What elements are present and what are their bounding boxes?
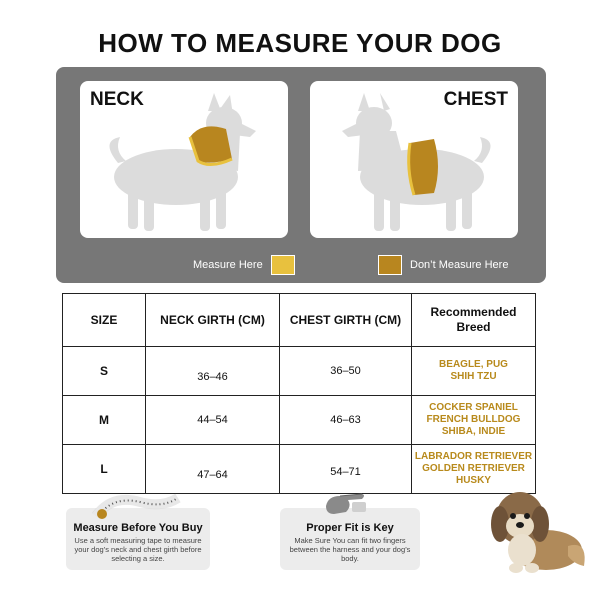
neck-cell: 47–64 [146, 445, 280, 494]
size-chart-table [62, 293, 536, 494]
hand-icon [322, 484, 368, 518]
page-title: HOW TO MEASURE YOUR DOG [98, 28, 502, 58]
measure-here-swatch [271, 255, 295, 275]
breed-name: GOLDEN RETRIEVER [422, 463, 525, 474]
measure-panel [56, 67, 546, 283]
dog-photo [488, 484, 592, 574]
chest-card [310, 81, 518, 238]
measure-tip-desc: Use a soft measuring tape to measure your dog’s neck and chest girth before selecting a size. [74, 536, 202, 563]
header-recommended-breed: Recommended Breed [412, 294, 536, 347]
size-cell: M [63, 396, 146, 445]
chest-cell: 36–50 [280, 347, 412, 396]
neck-label: NECK [90, 89, 144, 110]
breed-name: FRENCH BULLDOG [426, 414, 521, 425]
breed-name: HUSKY [455, 475, 491, 486]
legend-dont-measure-here [378, 255, 508, 275]
legend-measure-here-label: Measure Here [193, 259, 263, 271]
chest-cell: 46–63 [280, 396, 412, 445]
table-row [63, 445, 536, 494]
chest-cell: 54–71 [280, 445, 412, 494]
fit-tip-desc: Make Sure You can fit two fingers between the harness and your dog’s body. [289, 536, 411, 563]
legend-measure-here [193, 255, 295, 275]
size-cell: L [63, 445, 146, 494]
dont-measure-here-swatch [378, 255, 402, 275]
breed-name: LABRADOR RETRIEVER [414, 451, 533, 462]
neck-cell: 44–54 [146, 396, 280, 445]
breed-name: BEAGLE, PUG [439, 359, 508, 370]
neck-cell: 36–46 [146, 347, 280, 396]
breed-name: SHIH TZU [450, 371, 497, 382]
breed-cell [412, 396, 536, 445]
header-chest-girth: CHEST GIRTH (CM) [280, 294, 412, 347]
table-row [63, 347, 536, 396]
measure-tip-title: Measure Before You Buy [73, 522, 203, 534]
breed-name: SHIBA, INDIE [441, 426, 506, 437]
table-row [63, 396, 536, 445]
header-size: SIZE [63, 294, 146, 347]
neck-card [80, 81, 288, 238]
breed-cell [412, 347, 536, 396]
breed-name: COCKER SPANIEL [429, 402, 518, 413]
legend-dont-measure-here-label: Don’t Measure Here [410, 259, 509, 271]
fit-tip-title: Proper Fit is Key [306, 522, 394, 534]
header-neck-girth: NECK GIRTH (CM) [146, 294, 280, 347]
size-cell: S [63, 347, 146, 396]
measuring-tape-icon [92, 492, 182, 522]
chest-label: CHEST [443, 89, 508, 110]
table-header-row [63, 294, 536, 347]
